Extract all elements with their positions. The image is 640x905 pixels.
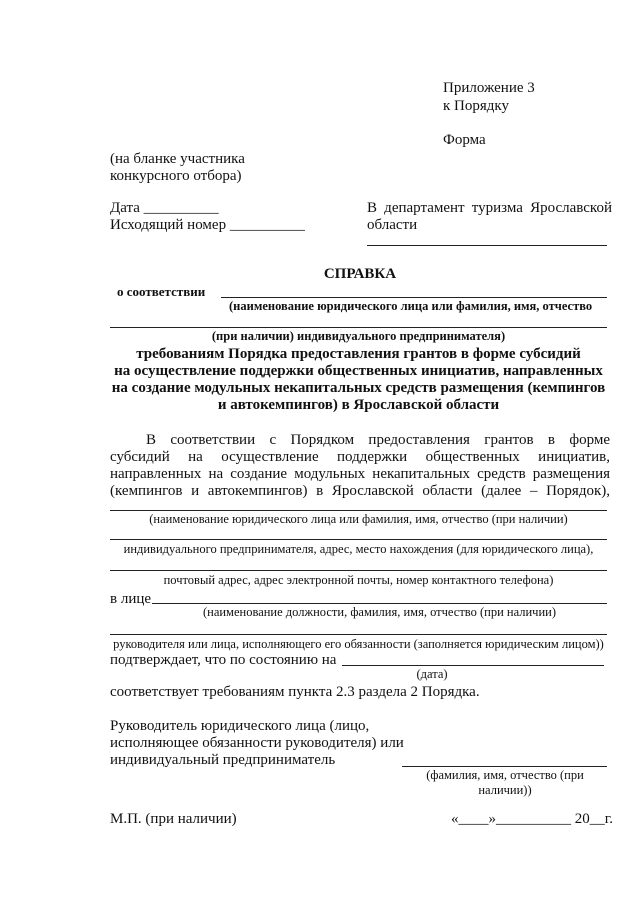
signature-hint-line1: (фамилия, имя, отчество (при [426,768,584,782]
subject-line1: требованиям Порядка предоставления грантов в форме субсидий [136,346,581,362]
body-line1: В соответствии с Порядком предоставления грантов в форме [146,432,610,448]
compliance-blank-line2 [110,327,607,328]
form-label: Форма [443,132,486,148]
confirmation-date-line [342,665,604,666]
addressee-line2: области [367,217,418,233]
letterhead-note-line2: конкурсного отбора) [110,168,242,184]
representative-hint-line1: (наименование должности, фамилия, имя, отчество (при наличии) [202,605,557,619]
appendix-reference: к Порядку [443,98,509,114]
addressee-blank-line [367,245,607,246]
footer-date-template: «____»__________ 20__г. [451,811,613,827]
stamp-label: М.П. (при наличии) [110,811,237,827]
subject-line4: и автокемпингов) в Ярославской области [217,397,500,413]
applicant-blank-line2 [110,539,607,540]
applicant-hint-line1: (наименование юридического лица или фамилия, имя, отчество (при наличии) [149,512,568,526]
outgoing-number-label: Исходящий номер __________ [110,217,305,233]
representative-blank-line2 [110,634,607,635]
confirms-label: подтверждает, что по состоянию на [110,652,337,668]
subject-line2: на осуществление поддержки общественных инициатив, направленных [114,363,603,379]
subject-line3: на создание модульных некапитальных средств размещения (кемпингов [111,380,606,396]
addressee-line1: В департамент туризма Ярославской [367,200,612,216]
in-person-label: в лице [110,591,152,607]
compliance-prefix: о соответствии [117,284,206,299]
body-line4: (кемпингов и автокемпингов) в Ярославской области (далее – Порядок), [110,483,610,499]
signature-hint-line2: наличии)) [478,783,532,797]
compliance-hint-line2: (при наличии) индивидуального предпринимателя) [211,329,506,343]
signatory-line1: Руководитель юридического лица (лицо, [110,718,370,734]
representative-blank-line [152,603,607,604]
signatory-line3: индивидуальный предприниматель [110,752,336,768]
compliance-blank-line [221,297,607,298]
applicant-hint-line3: почтовый адрес, адрес электронной почты, номер контактного телефона) [163,573,554,587]
applicant-blank-line3 [110,570,607,571]
document-title: СПРАВКА [323,266,397,282]
confirmation-date-hint: (дата) [416,667,448,681]
appendix-number: Приложение 3 [443,80,535,96]
signatory-line2: исполняющее обязанности руководителя) или [110,735,404,751]
compliance-hint-line1: (наименование юридического лица или фамилия, имя, отчество [229,299,593,313]
date-field-label: Дата __________ [110,200,219,216]
complies-statement: соответствует требованиям пункта 2.3 раздела 2 Порядка. [110,684,480,700]
signature-blank-line [402,766,607,767]
applicant-blank-line1 [110,510,607,511]
applicant-hint-line2: индивидуального предпринимателя, адрес, место нахождения (для юридического лица), [123,542,594,556]
representative-hint-line2: руководителя или лица, исполняющего его обязанности (заполняется юридическим лицом)) [113,637,604,651]
body-line2: субсидий на осуществление поддержки общественных инициатив, [110,449,610,465]
letterhead-note-line1: (на бланке участника [110,151,245,167]
body-line3: направленных на создание модульных некапитальных средств размещения [110,466,610,482]
